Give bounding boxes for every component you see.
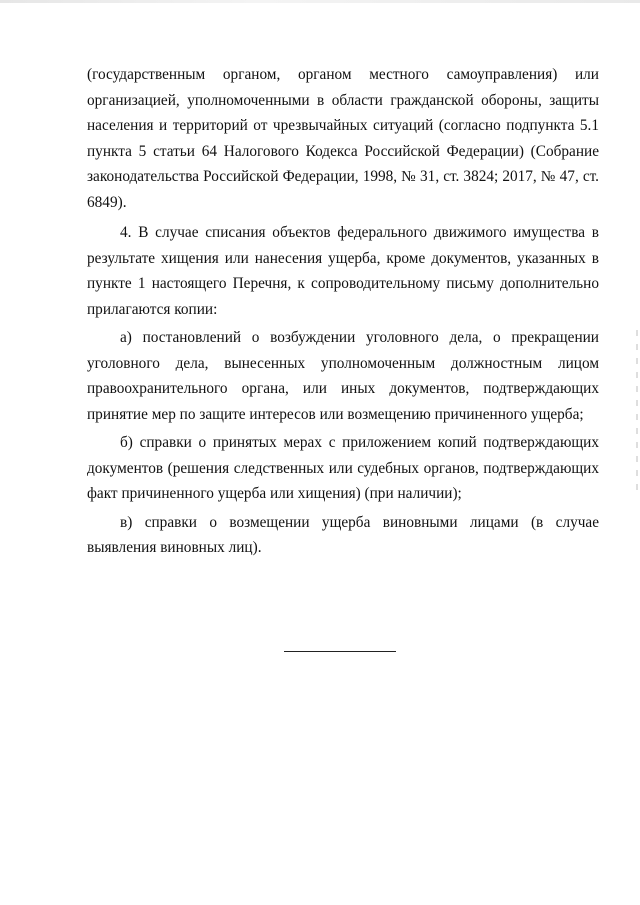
scan-right-edge — [636, 330, 638, 490]
paragraph-subitem-v: в) справки о возмещении ущерба виновными лицами (в случае выявления виновных лиц). — [87, 513, 599, 556]
scan-top-edge — [0, 0, 640, 3]
paragraph-item-4: 4. В случае списания объектов федерального движимого имущества в результате хищения или нанесения ущерба, кроме документов, указанных в пункте 1 настоящего Перечня, к сопроводительному письму дополнительно прилагаются копии: — [87, 224, 599, 318]
paragraph-continuation: (государственным органом, органом местного самоуправления) или организацией, уполномоченными в области гражданской обороны, защиты населения и территорий от чрезвычайных ситуаций (согласно подпункта 5.1 пункта 5 статьи 64 Налогового Кодекса Российской Федерации) (Собрание законодательства Российской Федерации, 1998, № 31, ст. 3824; 2017, № 47, ст. 6849). — [87, 66, 599, 211]
document-body — [87, 62, 599, 561]
closing-separator-line — [284, 651, 396, 652]
paragraph-subitem-a: а) постановлений о возбуждении уголовного дела, о прекращении уголовного дела, вынесенных уполномоченным должностным лицом правоохранительного органа, или иных документов, подтверждающих принятие мер по защите интересов или возмещению причиненного ущерба; — [87, 329, 599, 423]
paragraph-subitem-b: б) справки о принятых мерах с приложением копий подтверждающих документов (решения следственных или судебных органов, подтверждающих факт причиненного ущерба или хищения) (при наличии); — [87, 434, 599, 502]
